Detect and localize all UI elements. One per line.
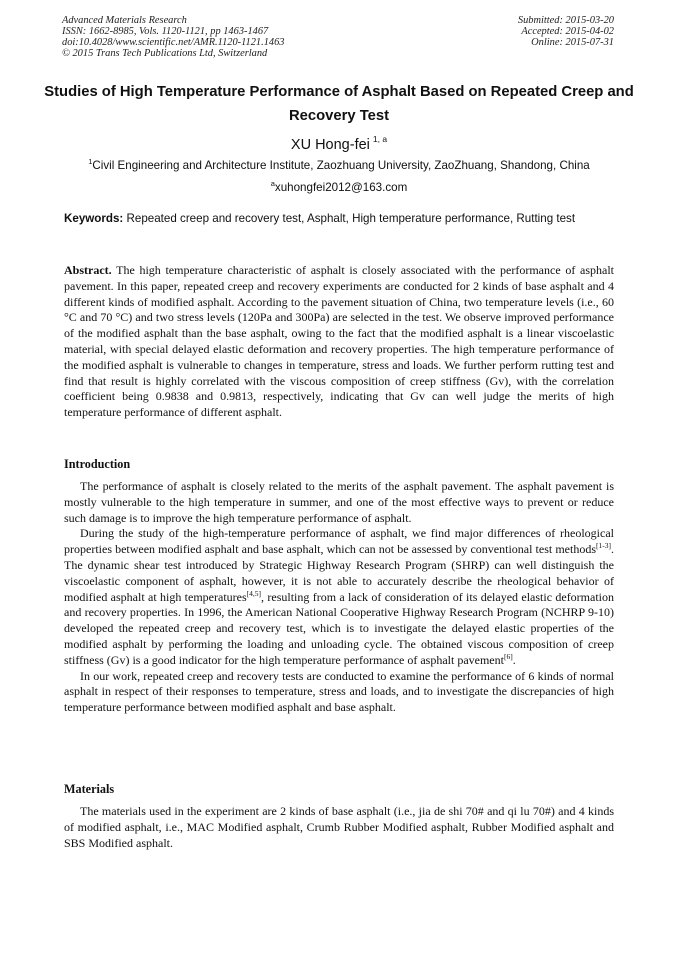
- affiliation-line: [0, 155, 678, 173]
- intro-p2-part-b: . The dynamic shear test introduced by Strategic Highway Research Program (SHRP) can well distinguish the viscoelastic component of asphalt, however, it is not able to accurately describe the rheological behavior of modified asphalt at high temperatures: [64, 542, 614, 604]
- intro-p2-part-d: .: [512, 652, 516, 667]
- doi-line: doi:10.4028/www.scientific.net/AMR.1120-1121.1463: [62, 37, 285, 48]
- citation-4-5: [4,5]: [246, 588, 262, 598]
- accepted-date: Accepted: 2015-04-02: [521, 26, 614, 37]
- intro-paragraph-2: [64, 526, 614, 668]
- journal-header-left: [62, 15, 285, 59]
- author-line: [0, 130, 678, 154]
- intro-p2-part-a: During the study of the high-temperature performance of asphalt, we find major differences of rheological properties between modified asphalt and base asphalt, which can not be assessed by conventional test methods: [64, 526, 614, 557]
- abstract-label: Abstract.: [64, 263, 112, 277]
- materials-heading: Materials: [64, 782, 115, 796]
- citation-1-3: [1-3]: [596, 541, 611, 551]
- keywords-label: Keywords:: [64, 212, 124, 225]
- submitted-date: Submitted: 2015-03-20: [517, 15, 614, 26]
- email-superscript: a: [270, 179, 275, 188]
- email-address: xuhongfei2012@163.com: [274, 181, 408, 194]
- issn-line: ISSN: 1662-8985, Vols. 1120-1121, pp 1463-1467: [62, 26, 269, 37]
- paper-title: Studies of High Temperature Performance of Asphalt Based on Repeated Creep and Recovery Test: [44, 84, 634, 124]
- intro-p2-part-c: , resulting from a lack of consideration of its delayed elastic deformation and recovery properties. In 1996, the American National Cooperative Highway Research Program (NCHRP 9-10) developed the repeated creep and recovery test, which is to investigate the delayed elastic properties of the modified asphalt by performing the loading and unloading cycle. The obtained viscous composition of creep stiffness (Gv) is a good indicator for the high temperature performance of asphalt pavement: [64, 589, 615, 667]
- introduction-heading: Introduction: [64, 457, 131, 471]
- journal-header-right: [518, 15, 614, 48]
- intro-paragraph-1: The performance of asphalt is closely related to the merits of the asphalt pavement. The asphalt pavement is mostly vulnerable to the high temperature in summer, and one of the most effective ways to prevent or reduce such damage is to improve the high temperature performance of asphalt.: [64, 479, 614, 525]
- introduction-body: [64, 479, 614, 716]
- email-line: [0, 177, 678, 195]
- affiliation-superscript: 1: [88, 157, 93, 166]
- abstract-paragraph: [64, 263, 614, 421]
- author-superscript: 1, a: [372, 134, 388, 144]
- author-name: XU Hong-fei: [290, 137, 370, 153]
- copyright-line: © 2015 Trans Tech Publications Ltd, Switzerland: [62, 48, 268, 59]
- abstract-text: The high temperature characteristic of asphalt is closely associated with the performance of asphalt pavement. In this paper, repeated creep and recovery experiments are conducted for 2 kinds of base asphalt and 4 different kinds of modified asphalt. According to the pavement situation of China, two temperature levels (i.e., 60 °C and 70 °C) and two stress levels (120Pa and 300Pa) are selected in the test. We observe improved performance of the modified asphalt than the base asphalt, owing to the fact that the modified asphalt is a linear viscoelastic material, with special delayed elastic deformation and recovery properties. The high temperature performance of the modified asphalt is vulnerable to changes in temperature, stress and loads. We further perform rutting test and find that result is highly correlated with the viscous composition of creep stiffness (Gv), with the correlation coefficient being 0.9838 and 0.9813, respectively, indicating that Gv can well judge the merits of high temperature performance of different asphalt.: [64, 263, 614, 420]
- journal-name: Advanced Materials Research: [62, 15, 187, 26]
- keywords-text: Repeated creep and recovery test, Asphalt, High temperature performance, Rutting test: [126, 212, 576, 225]
- online-date: Online: 2015-07-31: [531, 37, 614, 48]
- keywords-paragraph: [64, 212, 614, 226]
- affiliation-text: Civil Engineering and Architecture Institute, Zaozhuang University, ZaoZhuang, Shandong, China: [92, 159, 590, 172]
- materials-paragraph-1: The materials used in the experiment are 2 kinds of base asphalt (i.e., jia de shi 70# and qi lu 70#) and 4 kinds of modified asphalt, i.e., MAC Modified asphalt, Crumb Rubber Modified asphalt, Rubber Modified asphalt and SBS Modified asphalt.: [64, 804, 614, 850]
- materials-body: [64, 804, 614, 851]
- citation-6: [6]: [503, 651, 513, 661]
- intro-paragraph-3: In our work, repeated creep and recovery tests are conducted to examine the performance of 6 kinds of normal asphalt in respect of their responses to temperature, stress and loads, and to investigate the discrepancies of high temperature performance between modified asphalt and base asphalt.: [64, 668, 614, 715]
